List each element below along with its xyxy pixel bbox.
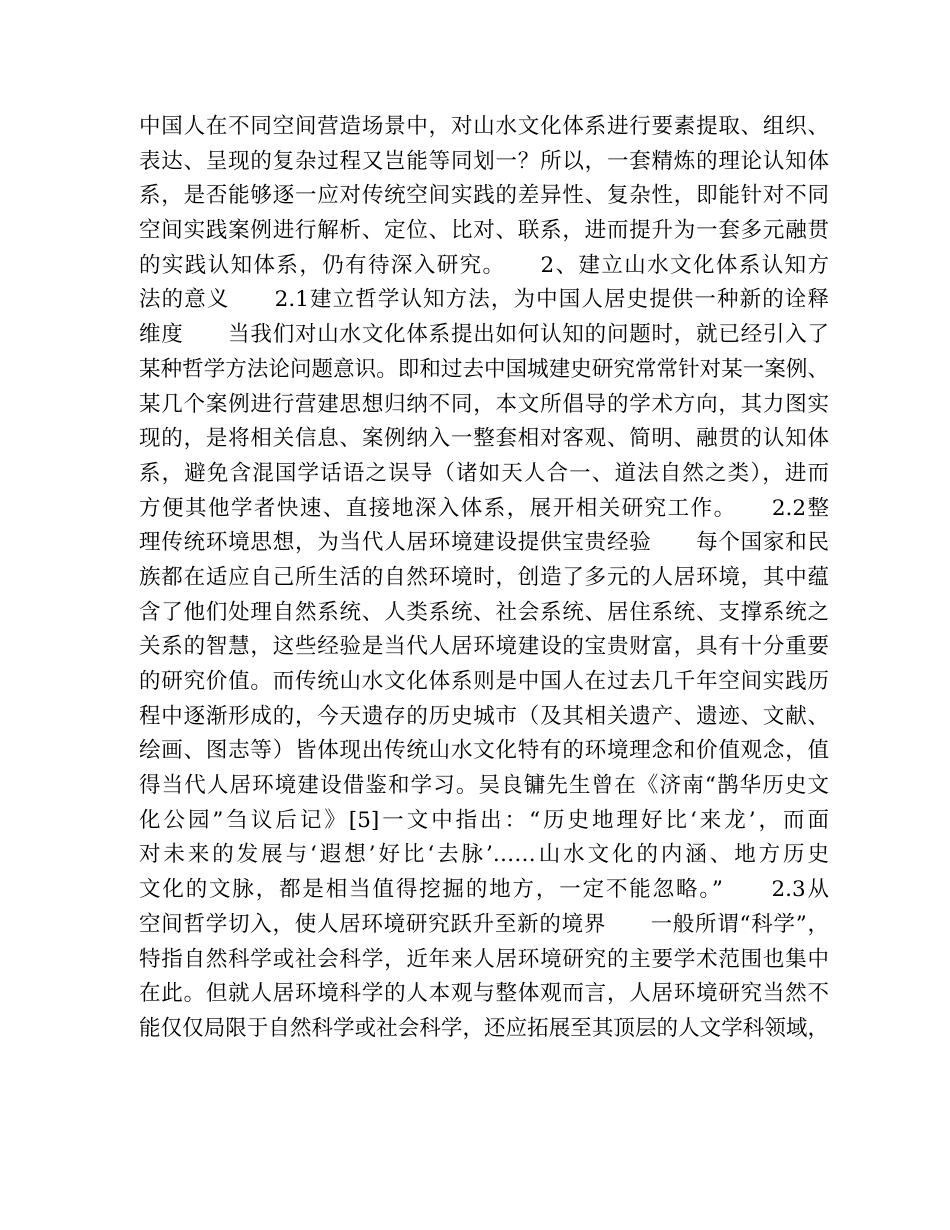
text-line: 空间实践案例进行解析、定位、比对、联系，进而提升为一套多元融贯 bbox=[139, 218, 829, 244]
text-line: 文化的文脉，都是相当值得挖掘的地方，一定不能忽略。” 2.3从 bbox=[139, 877, 829, 903]
text-line: 特指自然科学或社会科学，近年来人居环境研究的主要学术范围也集中 bbox=[139, 946, 829, 972]
text-line: 族都在适应自己所生活的自然环境时，创造了多元的人居环境，其中蕴 bbox=[139, 564, 829, 590]
text-line: 方便其他学者快速、直接地深入体系，展开相关研究工作。 2.2整 bbox=[139, 495, 829, 521]
text-line: 的研究价值。而传统山水文化体系则是中国人在过去几千年空间实践历 bbox=[139, 669, 829, 694]
text-line: 的实践认知体系，仍有待深入研究。 2、建立山水文化体系认知方 bbox=[139, 252, 829, 278]
text-line: 对未来的发展与‘遐想’好比‘去脉’……山水文化的内涵、地方历史 bbox=[139, 842, 829, 868]
text-line: 得当代人居环境建设借鉴和学习。吴良镛先生曾在《济南“鹊华历史文 bbox=[139, 773, 829, 799]
text-line: 绘画、图志等）皆体现出传统山水文化特有的环境理念和价值观念，值 bbox=[139, 738, 829, 764]
text-line: 空间哲学切入，使人居环境研究跃升至新的境界 一般所谓“科学”， bbox=[139, 911, 829, 937]
body-text bbox=[139, 110, 829, 1047]
text-line: 化公园”刍议后记》[5]一文中指出：“历史地理好比‘来龙’，而面 bbox=[139, 807, 829, 833]
text-line: 关系的智慧，这些经验是当代人居环境建设的宝贵财富，具有十分重要 bbox=[139, 634, 829, 660]
text-line: 法的意义 2.1建立哲学认知方法，为中国人居史提供一种新的诠释 bbox=[139, 287, 829, 313]
text-line: 维度 当我们对山水文化体系提出如何认知的问题时，就已经引入了 bbox=[139, 322, 829, 348]
text-line: 含了他们处理自然系统、人类系统、社会系统、居住系统、支撑系统之 bbox=[139, 599, 829, 625]
text-line: 程中逐渐形成的，今天遗存的历史城市（及其相关遗产、遗迹、文献、 bbox=[139, 703, 829, 729]
text-line: 系，是否能够逐一应对传统空间实践的差异性、复杂性，即能针对不同 bbox=[139, 183, 829, 209]
text-line: 某种哲学方法论问题意识。即和过去中国城建史研究常常针对某一案例、 bbox=[139, 356, 829, 382]
text-line: 表达、呈现的复杂过程又岂能等同划一？所以，一套精炼的理论认知体 bbox=[139, 148, 829, 174]
text-line: 理传统环境思想，为当代人居环境建设提供宝贵经验 每个国家和民 bbox=[139, 530, 829, 556]
text-line: 现的，是将相关信息、案例纳入一整套相对客观、简明、融贯的认知体 bbox=[139, 426, 829, 452]
text-line: 某几个案例进行营建思想归纳不同，本文所倡导的学术方向，其力图实 bbox=[139, 391, 829, 417]
text-line: 中国人在不同空间营造场景中，对山水文化体系进行要素提取、组织、 bbox=[139, 114, 829, 139]
text-line: 在此。但就人居环境科学的人本观与整体观而言，人居环境研究当然不 bbox=[139, 981, 829, 1007]
text-line: 系，避免含混国学话语之误导（诸如天人合一、道法自然之类），进而 bbox=[139, 460, 829, 486]
text-line: 能仅仅局限于自然科学或社会科学，还应拓展至其顶层的人文学科领域， bbox=[139, 1015, 829, 1041]
